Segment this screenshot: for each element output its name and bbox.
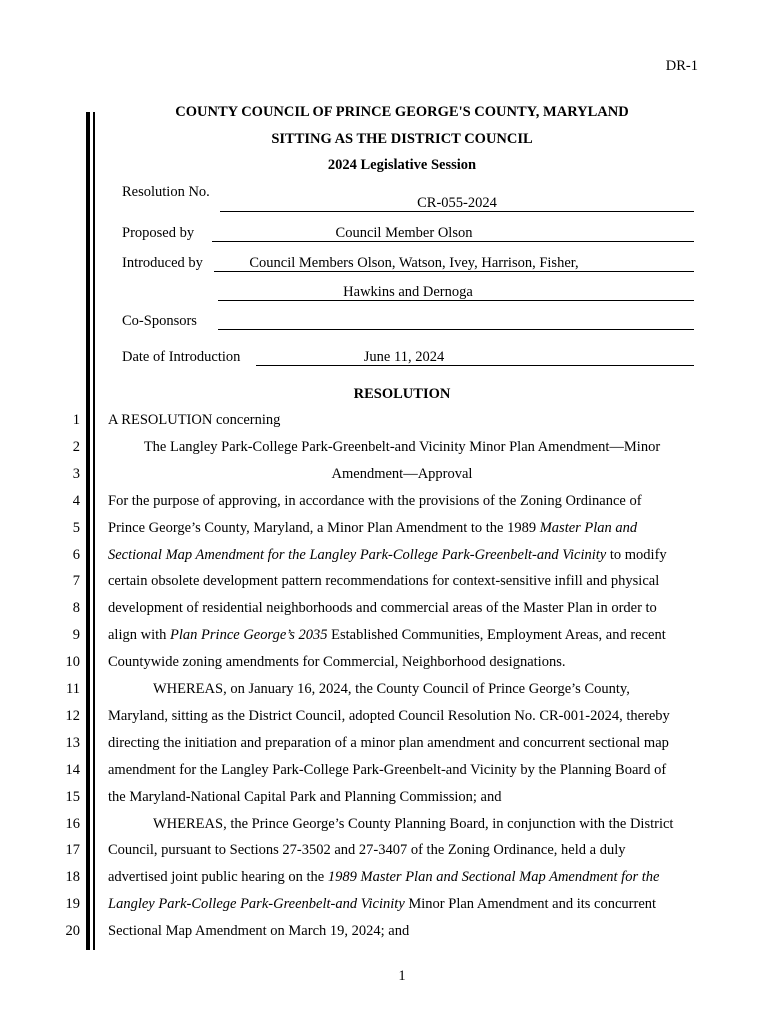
introduced-by-underline-2 bbox=[218, 300, 694, 301]
line-number: 17 bbox=[65, 842, 80, 858]
introduced-by-underline-1 bbox=[214, 271, 694, 272]
line-number: 4 bbox=[72, 493, 80, 509]
line-number: 10 bbox=[65, 654, 80, 670]
body-line bbox=[108, 708, 670, 725]
line-number: 19 bbox=[65, 896, 80, 912]
line-number: 18 bbox=[65, 869, 80, 885]
line-text: advertised joint public hearing on the bbox=[108, 869, 328, 885]
resolution-no-label: Resolution No. bbox=[122, 184, 210, 200]
line-text: amendment for the Langley Park-College Park-Greenbelt-and Vicinity by the Planning Board of bbox=[108, 762, 667, 778]
body-line bbox=[108, 789, 501, 806]
line-number: 1 bbox=[72, 412, 80, 428]
line-text: Council, pursuant to Sections 27-3502 and 27-3407 of the Zoning Ordinance, held a duly bbox=[108, 842, 626, 858]
body-line bbox=[108, 439, 696, 456]
line-text: For the purpose of approving, in accordance with the provisions of the Zoning Ordinance of bbox=[108, 493, 642, 509]
introduced-by-value-line2: Hawkins and Dernoga bbox=[343, 284, 473, 300]
margin-rule-thick bbox=[86, 112, 90, 950]
line-number: 12 bbox=[65, 708, 80, 724]
line-text: directing the initiation and preparation of a minor plan amendment and concurrent sectional map bbox=[108, 735, 669, 751]
line-text: A RESOLUTION concerning bbox=[108, 412, 281, 428]
line-number: 16 bbox=[65, 816, 80, 832]
line-number: 20 bbox=[65, 923, 80, 939]
resolution-heading: RESOLUTION bbox=[353, 386, 451, 402]
italic-title-text: Plan Prince George’s 2035 bbox=[170, 627, 328, 643]
line-number: 7 bbox=[72, 573, 80, 589]
introduced-by-label: Introduced by bbox=[122, 255, 203, 271]
proposed-by-underline bbox=[212, 241, 694, 242]
line-text: The Langley Park-College Park-Greenbelt-and Vicinity Minor Plan Amendment—Minor bbox=[143, 439, 661, 455]
italic-title-text: Langley Park-College Park-Greenbelt-and Vicinity bbox=[108, 896, 405, 912]
body-line bbox=[108, 896, 656, 913]
line-text: Established Communities, Employment Areas, and recent bbox=[327, 627, 666, 643]
body-line bbox=[108, 466, 696, 483]
line-number: 14 bbox=[65, 762, 80, 778]
line-text: Amendment—Approval bbox=[331, 466, 473, 482]
resolution-no-value: CR-055-2024 bbox=[417, 195, 497, 211]
cosponsors-label: Co-Sponsors bbox=[122, 313, 197, 329]
body-line bbox=[108, 627, 666, 644]
line-text: Sectional Map Amendment on March 19, 2024; and bbox=[108, 923, 410, 939]
page-number: 1 bbox=[398, 968, 406, 984]
line-number: 11 bbox=[66, 681, 80, 697]
line-text: Minor Plan Amendment and its concurrent bbox=[404, 896, 657, 912]
body-line bbox=[108, 923, 409, 940]
italic-title-text: Master Plan and bbox=[539, 520, 638, 536]
body-line bbox=[108, 869, 659, 886]
cosponsors-underline bbox=[218, 329, 694, 330]
session-title: 2024 Legislative Session bbox=[327, 157, 477, 173]
body-line bbox=[108, 520, 637, 537]
line-text: Countywide zoning amendments for Commercial, Neighborhood designations. bbox=[108, 654, 566, 670]
line-number: 8 bbox=[72, 600, 80, 616]
line-text: Prince George’s County, Maryland, a Minor Plan Amendment to the 1989 bbox=[108, 520, 540, 536]
body-line bbox=[108, 762, 666, 779]
resolution-no-underline bbox=[220, 211, 694, 212]
line-text: WHEREAS, the Prince George’s County Planning Board, in conjunction with the District bbox=[153, 816, 674, 832]
document-id: DR-1 bbox=[665, 58, 698, 74]
line-number: 9 bbox=[72, 627, 80, 643]
body-line bbox=[153, 681, 630, 698]
margin-rule-thin bbox=[93, 112, 95, 950]
date-of-introduction-value: June 11, 2024 bbox=[363, 349, 445, 365]
line-text: WHEREAS, on January 16, 2024, the County Council of Prince George’s County, bbox=[153, 681, 630, 697]
body-line bbox=[108, 547, 667, 564]
line-text: align with bbox=[108, 627, 171, 643]
body-line bbox=[108, 412, 280, 429]
body-line bbox=[153, 816, 673, 833]
line-text: certain obsolete development pattern recommendations for context-sensitive infill and physical bbox=[108, 573, 660, 589]
line-text: to modify bbox=[606, 547, 667, 563]
line-number: 2 bbox=[72, 439, 80, 455]
council-title: COUNTY COUNCIL OF PRINCE GEORGE'S COUNTY, MARYLAND bbox=[175, 104, 629, 120]
line-number: 5 bbox=[72, 520, 80, 536]
proposed-by-value: Council Member Olson bbox=[335, 225, 473, 241]
line-number: 3 bbox=[72, 466, 80, 482]
line-number: 15 bbox=[65, 789, 80, 805]
district-council-title: SITTING AS THE DISTRICT COUNCIL bbox=[271, 131, 533, 147]
line-number: 13 bbox=[65, 735, 80, 751]
line-number: 6 bbox=[72, 547, 80, 563]
proposed-by-label: Proposed by bbox=[122, 225, 195, 241]
date-of-introduction-label: Date of Introduction bbox=[122, 349, 241, 365]
date-of-introduction-underline bbox=[256, 365, 694, 366]
italic-title-text: Sectional Map Amendment for the Langley Park-College Park-Greenbelt-and Vicinity bbox=[108, 547, 607, 563]
body-line bbox=[108, 654, 565, 671]
line-text: the Maryland-National Capital Park and Planning Commission; and bbox=[108, 789, 502, 805]
line-text: development of residential neighborhoods and commercial areas of the Master Plan in order to bbox=[108, 600, 657, 616]
line-text: Maryland, sitting as the District Council, adopted Council Resolution No. CR-001-2024, thereby bbox=[108, 708, 670, 724]
italic-title-text: 1989 Master Plan and Sectional Map Amendment for the bbox=[327, 869, 660, 885]
introduced-by-value-line1: Council Members Olson, Watson, Ivey, Harrison, Fisher, bbox=[249, 255, 579, 271]
body-line bbox=[108, 842, 625, 859]
body-line bbox=[108, 735, 669, 752]
body-line bbox=[108, 573, 659, 590]
body-line bbox=[108, 600, 657, 617]
body-line bbox=[108, 493, 642, 510]
